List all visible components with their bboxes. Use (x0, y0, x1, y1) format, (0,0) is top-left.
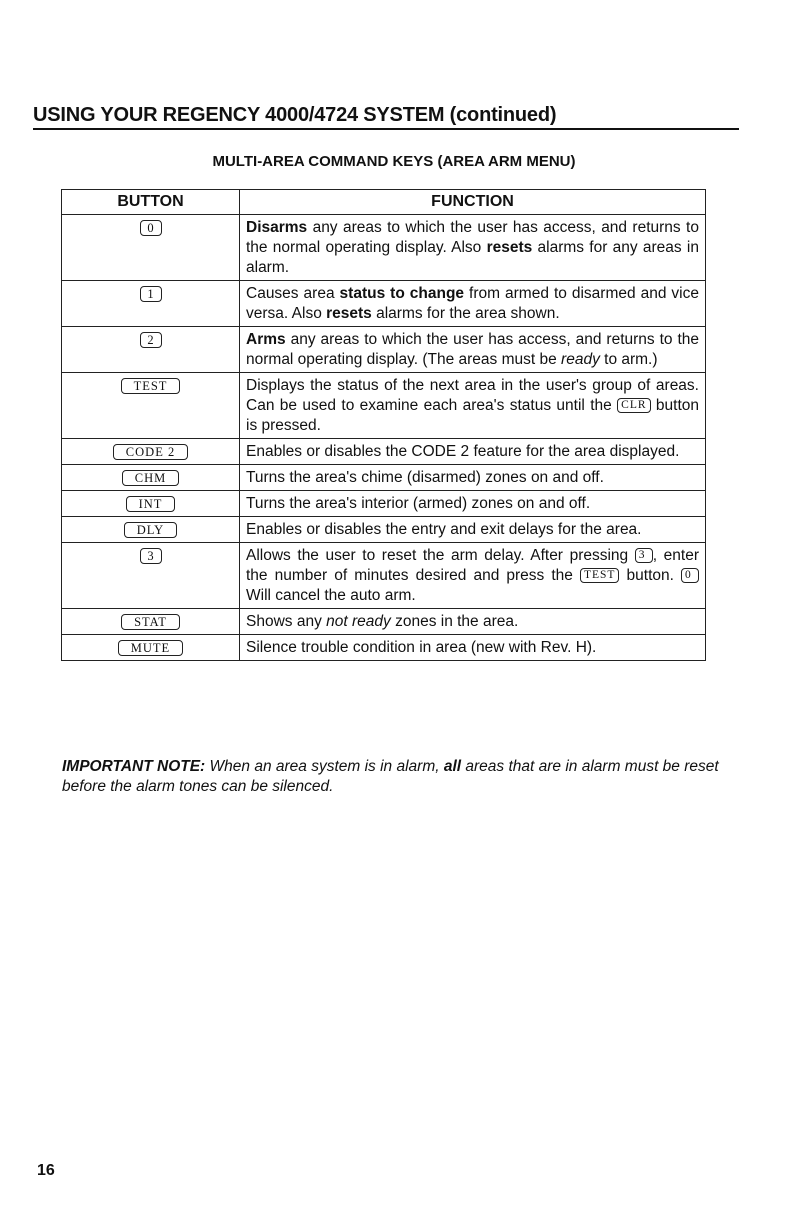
button-cell (62, 517, 240, 543)
note-label: IMPORTANT NOTE: (62, 758, 206, 775)
function-cell (240, 281, 706, 327)
table-row (62, 465, 706, 491)
button-cell (62, 281, 240, 327)
table-row (62, 543, 706, 609)
important-note (62, 757, 722, 797)
table-row (62, 635, 706, 661)
keycap-stat: STAT (121, 614, 180, 630)
table-row (62, 491, 706, 517)
bold-term: Disarms (246, 219, 308, 236)
function-cell (240, 373, 706, 439)
text-run: areas that are in alarm must be reset before the alarm tones can be silenced. (62, 758, 719, 795)
keycap-3: 3 (635, 548, 653, 563)
text-run: any areas to which the user has access, and returns to the normal operating display. Also (246, 219, 699, 256)
function-column-header: FUNCTION (240, 190, 706, 215)
bold-term: status to change (339, 285, 465, 302)
text-run: Silence trouble condition in area (new with Rev. H). (246, 639, 597, 656)
text-run: When an area system is in alarm, (205, 758, 444, 775)
keycap-code-2: CODE 2 (113, 444, 188, 460)
button-cell (62, 215, 240, 281)
table-row (62, 327, 706, 373)
italic-term: ready (561, 351, 600, 368)
keycap-int: INT (126, 496, 176, 512)
bold-term: resets (486, 239, 533, 256)
keycap-clr: CLR (617, 398, 650, 413)
text-run: button. (619, 567, 682, 584)
function-cell (240, 635, 706, 661)
function-cell (240, 609, 706, 635)
text-run: alarms for any areas in alarm. (246, 239, 699, 276)
keycap-dly: DLY (124, 522, 177, 538)
text-run: from armed to disarmed and vice versa. Also (246, 285, 699, 322)
command-keys-table (61, 189, 706, 661)
function-cell (240, 327, 706, 373)
keycap-0: 0 (681, 568, 699, 583)
button-cell (62, 609, 240, 635)
keycap-chm: CHM (122, 470, 179, 486)
text-run: Displays the status of the next area in the user's group of areas. Can be used to examine each area's status until the (246, 377, 699, 414)
text-run: zones in the area. (390, 613, 519, 630)
button-cell (62, 327, 240, 373)
button-cell (62, 465, 240, 491)
text-run: alarms for the area shown. (371, 305, 560, 322)
text-run: Will cancel the auto arm. (246, 587, 416, 604)
keycap-3: 3 (140, 548, 162, 564)
button-cell (62, 543, 240, 609)
bold-term: resets (326, 305, 372, 322)
function-cell (240, 517, 706, 543)
keycap-test: TEST (580, 568, 619, 583)
text-run: Shows any (246, 613, 327, 630)
table-row (62, 517, 706, 543)
page-number: 16 (37, 1162, 55, 1179)
function-cell (240, 439, 706, 465)
text-run: Enables or disables the entry and exit delays for the area. (246, 521, 642, 538)
table-row (62, 215, 706, 281)
table-row (62, 373, 706, 439)
function-cell (240, 465, 706, 491)
table-row (62, 439, 706, 465)
keycap-0: 0 (140, 220, 162, 236)
keycap-mute: MUTE (118, 640, 183, 656)
table-row (62, 281, 706, 327)
function-cell (240, 215, 706, 281)
italic-term: not ready (326, 613, 391, 630)
text-run: button is pressed. (246, 397, 699, 434)
function-cell (240, 491, 706, 517)
text-run: to arm.) (599, 351, 658, 368)
section-title: MULTI-AREA COMMAND KEYS (AREA ARM MENU) (212, 153, 576, 170)
bold-term: Arms (246, 331, 286, 348)
keycap-2: 2 (140, 332, 162, 348)
table-row (62, 609, 706, 635)
button-cell (62, 491, 240, 517)
text-run: Turns the area's interior (armed) zones on and off. (246, 495, 591, 512)
table-header-row (62, 190, 706, 215)
bold-term: all (443, 758, 462, 775)
text-run: Allows the user to reset the arm delay. After pressing (246, 547, 635, 564)
page-heading: USING YOUR REGENCY 4000/4724 SYSTEM (continued) (33, 104, 739, 130)
button-column-header: BUTTON (62, 190, 240, 215)
button-cell (62, 439, 240, 465)
function-cell (240, 543, 706, 609)
text-run: Causes area (246, 285, 340, 302)
keycap-1: 1 (140, 286, 162, 302)
text-run: Turns the area's chime (disarmed) zones on and off. (246, 469, 604, 486)
text-run: any areas to which the user has access, and returns to the normal operating display. (The areas must be (246, 331, 699, 368)
keycap-test: TEST (121, 378, 181, 394)
text-run: , enter the number of minutes desired and press the (246, 547, 699, 584)
button-cell (62, 373, 240, 439)
text-run: Enables or disables the CODE 2 feature for the area displayed. (246, 443, 680, 460)
button-cell (62, 635, 240, 661)
